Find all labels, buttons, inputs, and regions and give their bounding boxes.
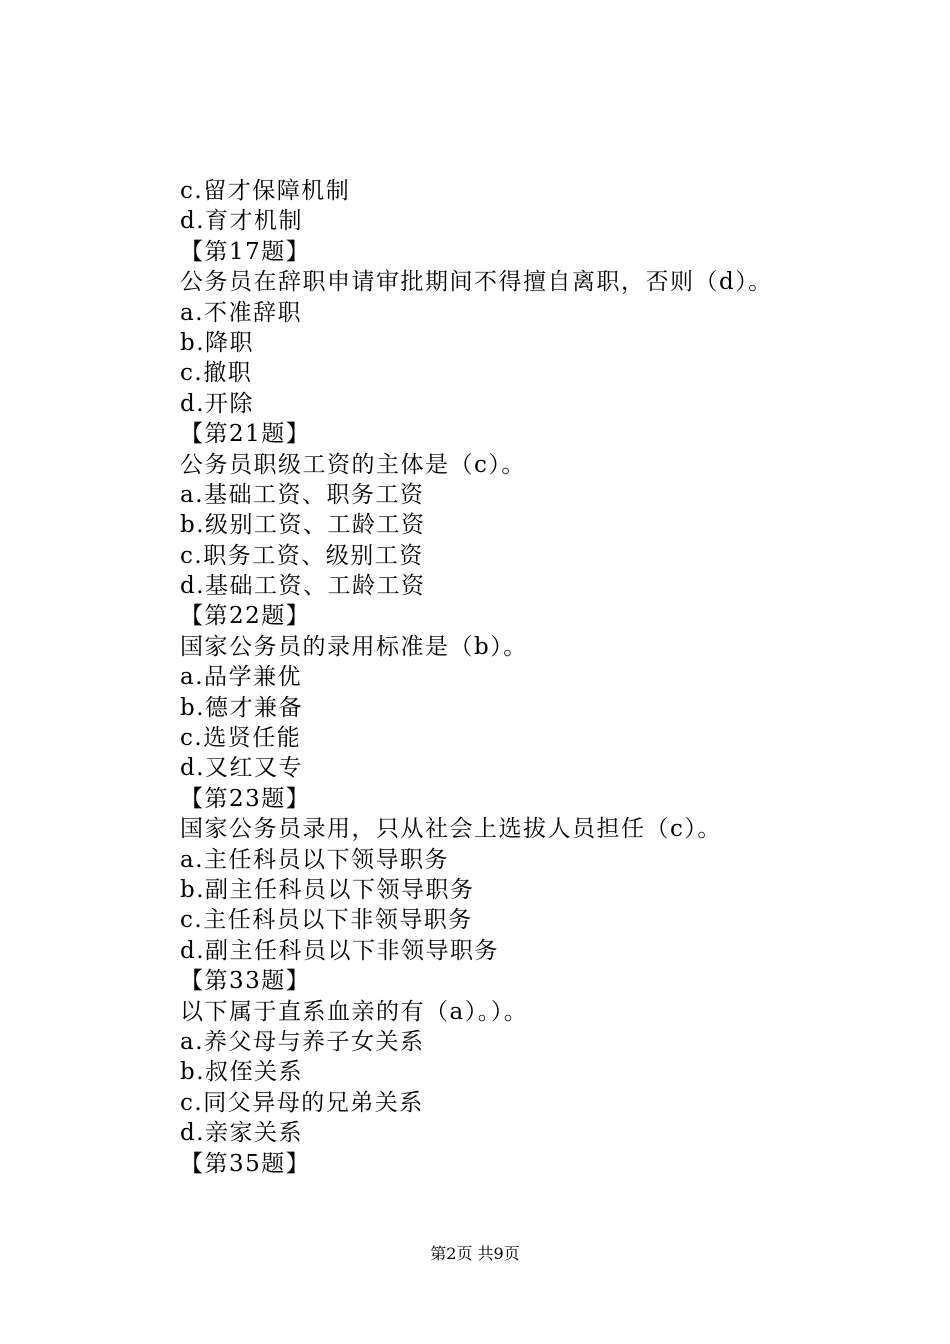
question-text: 以下属于直系血亲的有（a）。）。: [180, 998, 529, 1025]
option-line: c.职务工资、级别工资: [180, 542, 424, 569]
option-line: d.育才机制: [180, 208, 304, 235]
option-line: c.撤职: [180, 360, 253, 387]
question-number: 【第33题】: [180, 968, 311, 995]
option-line: b.降职: [180, 329, 255, 356]
option-line: c.主任科员以下非领导职务: [180, 907, 473, 934]
question-text: 公务员职级工资的主体是（c）。: [180, 451, 526, 478]
option-line: c.选贤任能: [180, 725, 302, 752]
question-number: 【第21题】: [180, 421, 311, 448]
question-number: 【第17题】: [180, 238, 311, 265]
option-line: a.养父母与养子女关系: [180, 1028, 425, 1055]
question-number: 【第35题】: [180, 1150, 311, 1177]
option-line: b.德才兼备: [180, 694, 304, 721]
option-line: d.又红又专: [180, 755, 304, 782]
option-line: a.品学兼优: [180, 664, 303, 691]
question-text: 公务员在辞职申请审批期间不得擅自离职，否则（d）。: [180, 269, 773, 296]
option-line: c.留才保障机制: [180, 178, 351, 204]
option-line: a.主任科员以下领导职务: [180, 846, 450, 873]
option-line: d.基础工资、工龄工资: [180, 573, 426, 600]
page-footer: 第2页 共9页: [430, 1244, 520, 1263]
question-number: 【第23题】: [180, 785, 311, 812]
option-line: b.叔侄关系: [180, 1059, 304, 1086]
option-line: a.不准辞职: [180, 299, 303, 326]
option-line: c.同父异母的兄弟关系: [180, 1089, 424, 1116]
option-line: d.副主任科员以下非领导职务: [180, 937, 500, 964]
option-line: a.基础工资、职务工资: [180, 481, 425, 508]
question-text: 国家公务员的录用标准是（b）。: [180, 633, 528, 660]
document-body: [180, 176, 880, 1179]
option-line: d.开除: [180, 390, 255, 417]
option-line: b.级别工资、工龄工资: [180, 512, 426, 539]
option-line: b.副主任科员以下领导职务: [180, 876, 475, 903]
question-number: 【第22题】: [180, 603, 311, 630]
question-text: 国家公务员录用，只从社会上选拔人员担任（c）。: [180, 816, 722, 843]
option-line: d.亲家关系: [180, 1120, 304, 1147]
